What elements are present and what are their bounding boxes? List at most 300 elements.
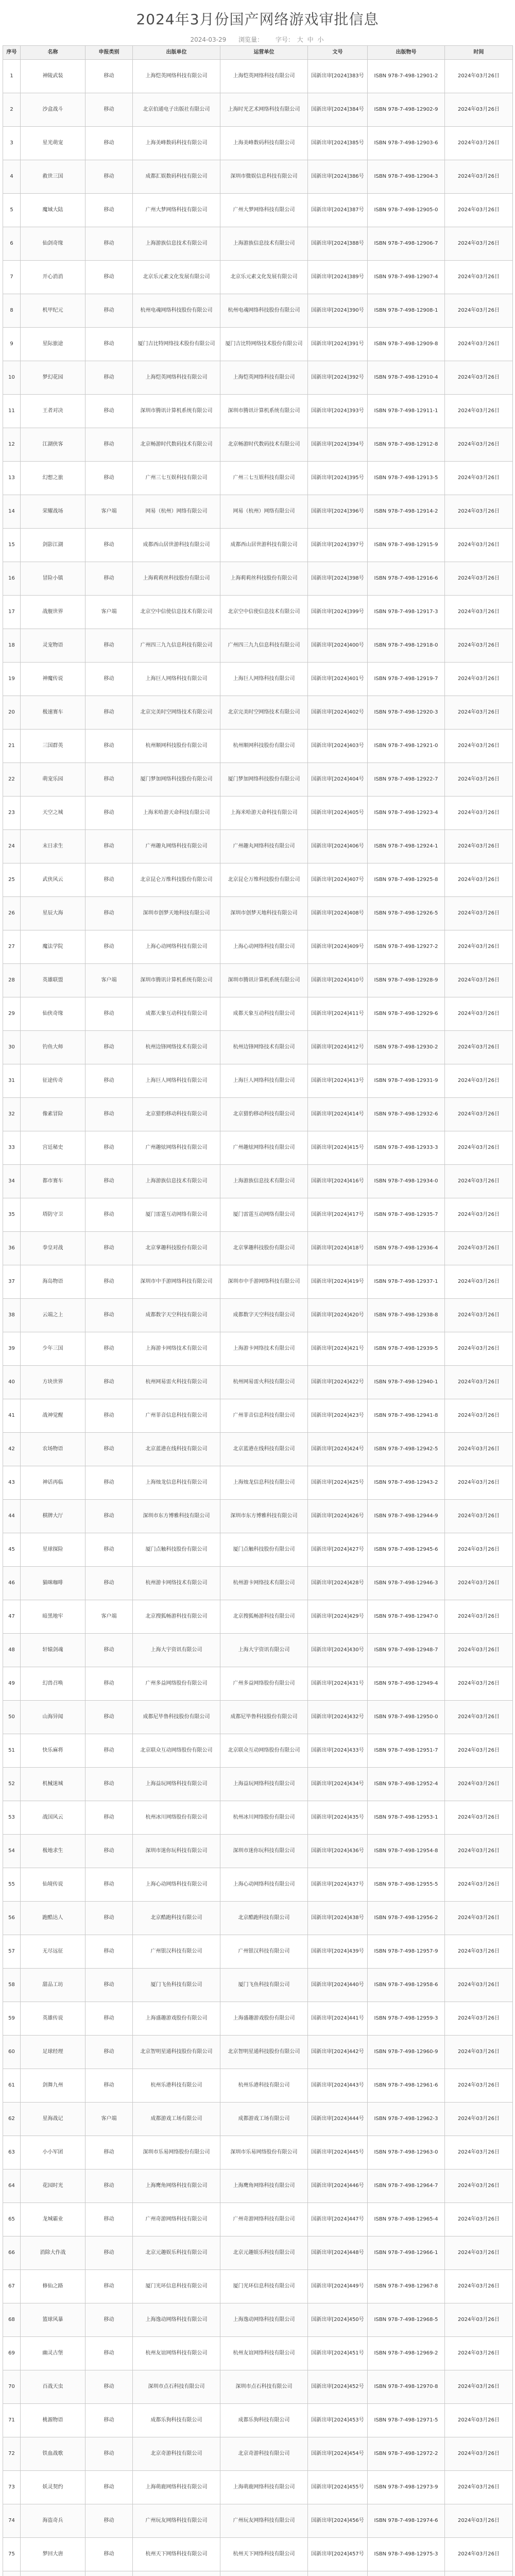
cell-date: 2024年03月26日 [445,1366,513,1399]
cell-date: 2024年03月26日 [445,2303,513,2337]
cell-name: 桃源物语 [21,2404,85,2437]
table-row [3,194,513,227]
cell-operator: 广州玩友网络科技有限公司 [220,2504,308,2538]
cell-approval-no: 国新出审[2024]415号 [308,1131,368,1165]
cell-date: 2024年03月26日 [445,1835,513,1868]
table-row [3,2337,513,2370]
table-row [3,1801,513,1835]
cell-name: 海盗奇兵 [21,2504,85,2538]
cell-category: 移动 [85,2404,133,2437]
cell-operator: 上海大宇资讯有限公司 [220,1634,308,1667]
cell-approval-no: 国新出审[2024]398号 [308,562,368,596]
cell-name: 魔法学院 [21,930,85,964]
cell-approval-no: 国新出审[2024]401号 [308,663,368,696]
cell-name: 云端之上 [21,1299,85,1332]
cell-index: 67 [3,2270,21,2303]
cell-index: 4 [3,160,21,194]
cell-publisher: 厦门雷霆互动网络有限公司 [133,1198,220,1232]
cell-isbn: ISBN 978-7-498-12933-3 [368,1131,445,1165]
cell-name: 都市赛车 [21,1165,85,1198]
font-size-label: 字号： [275,36,294,43]
table-row [3,1667,513,1701]
cell-category: 移动 [85,1433,133,1466]
cell-category: 移动 [85,194,133,227]
column-header: 文号 [308,46,368,60]
cell-approval-no: 国新出审[2024]393号 [308,395,368,428]
cell-index: 10 [3,361,21,395]
cell-date: 2024年03月26日 [445,696,513,730]
cell-publisher: 北京联众互动网络股份有限公司 [133,1734,220,1768]
cell-approval-no: 国新出审[2024]444号 [308,2103,368,2136]
cell-isbn: ISBN 978-7-498-12923-4 [368,796,445,830]
cell-publisher: 上海益玩网络科技有限公司 [133,1768,220,1801]
table-row [3,2103,513,2136]
table-header [3,46,513,60]
cell-category: 移动 [85,428,133,462]
views-label: 浏览量： [238,36,264,43]
cell-publisher: 成都天象互动科技有限公司 [133,997,220,1031]
cell-publisher: 广州趣丸网络科技有限公司 [133,830,220,863]
cell-name: 机械迷城 [21,1768,85,1801]
cell-index: 52 [3,1768,21,1801]
cell-isbn: ISBN 978-7-498-12930-2 [368,1031,445,1064]
cell-date: 2024年03月26日 [445,1265,513,1299]
cell-date: 2024年03月26日 [445,1064,513,1098]
cell-index: 39 [3,1332,21,1366]
cell-operator: 广州趣丸网络科技有限公司 [220,830,308,863]
table-row [3,964,513,997]
table-row [3,596,513,629]
cell-category: 移动 [85,1131,133,1165]
cell-isbn: ISBN 978-7-498-12932-6 [368,1098,445,1131]
table-row [3,1734,513,1768]
cell-publisher: 杭州游卡网络技术有限公司 [133,1567,220,1600]
table-row [3,294,513,328]
cell-date: 2024年03月26日 [445,2002,513,2036]
cell-category: 移动 [85,830,133,863]
cell-date: 2024年03月26日 [445,1600,513,1634]
table-row [3,1299,513,1332]
cell-date: 2024年03月26日 [445,1801,513,1835]
cell-publisher: 北京搜狐畅游科技有限公司 [133,1600,220,1634]
cell-category: 移动 [85,1031,133,1064]
table-row [3,1131,513,1165]
cell-approval-no: 国新出审[2024]416号 [308,1165,368,1198]
cell-name: 跑酷达人 [21,1902,85,1935]
table-body [3,60,513,2576]
cell-isbn: ISBN 978-7-498-12950-0 [368,1701,445,1734]
cell-category: 移动 [85,1265,133,1299]
cell-operator: 广州多益网络股份有限公司 [220,1667,308,1701]
cell-approval-no: 国新出审[2024]408号 [308,897,368,930]
cell-name: 甜品工坊 [21,1969,85,2002]
cell-operator: 上海游族信息技术有限公司 [220,227,308,261]
cell-publisher: 广州奇游网络科技有限公司 [133,2203,220,2236]
cell-operator: 上海逸动网络科技有限公司 [220,2303,308,2337]
cell-isbn: ISBN 978-7-498-12939-5 [368,1332,445,1366]
cell-category: 移动 [85,361,133,395]
cell-operator: 上海烛龙信息科技有限公司 [220,1466,308,1500]
cell-name: 星辰大海 [21,897,85,930]
cell-date: 2024年03月26日 [445,2103,513,2136]
cell-isbn: ISBN 978-7-498-12954-8 [368,1835,445,1868]
cell-isbn: ISBN 978-7-498-12934-0 [368,1165,445,1198]
cell-publisher: 广州趣炫网络科技有限公司 [133,1131,220,1165]
table-row [3,2437,513,2471]
cell-category: 移动 [85,897,133,930]
cell-date: 2024年03月26日 [445,60,513,93]
cell-isbn: ISBN 978-7-498-12963-0 [368,2136,445,2170]
cell-operator: 上海莉莉丝科技股份有限公司 [220,562,308,596]
cell-isbn: ISBN 978-7-498-12922-7 [368,763,445,796]
cell-index: 54 [3,1835,21,1868]
cell-isbn: ISBN 978-7-498-12952-4 [368,1768,445,1801]
cell-name: 铁血战歌 [21,2437,85,2471]
cell-index: 71 [3,2404,21,2437]
table-row [3,1567,513,1600]
cell-index: 75 [3,2538,21,2571]
cell-name: 小小军团 [21,2136,85,2170]
table-row [3,1265,513,1299]
cell-isbn: ISBN 978-7-498-12970-8 [368,2370,445,2404]
column-header: 运营单位 [220,46,308,60]
cell-name: 灵宠物语 [21,629,85,663]
cell-category: 移动 [85,1232,133,1265]
cell-publisher: 北京掌趣科技股份有限公司 [133,1232,220,1265]
cell-category: 移动 [85,2236,133,2270]
cell-isbn: ISBN 978-7-498-12902-9 [368,93,445,127]
font-size-medium[interactable]: 中 [307,36,314,43]
table-row [3,562,513,596]
cell-date: 2024年03月26日 [445,562,513,596]
header-row [3,46,513,60]
cell-operator: 上海心动网络科技有限公司 [220,930,308,964]
cell-approval-no: 国新出审[2024]453号 [308,2404,368,2437]
cell-date: 2024年03月26日 [445,1567,513,1600]
cell-publisher: 广州三七互娱科技有限公司 [133,462,220,495]
cell-publisher: 广州多益网络股份有限公司 [133,1667,220,1701]
cell-date: 2024年03月26日 [445,1768,513,1801]
cell-index: 2 [3,93,21,127]
cell-name: 剑影江湖 [21,529,85,562]
cell-approval-no: 国新出审[2024]446号 [308,2170,368,2203]
cell-isbn: ISBN 978-7-498-12913-5 [368,462,445,495]
cell-approval-no: 国新出审[2024]455号 [308,2471,368,2504]
cell-index: 27 [3,930,21,964]
cell-name: 幻想之旅 [21,462,85,495]
cell-category: 移动 [85,2437,133,2471]
font-size-large[interactable]: 大 [297,36,303,43]
cell-name: 仙侠奇缘 [21,997,85,1031]
cell-publisher: 上海盛趣游戏股份有限公司 [133,2002,220,2036]
cell-name: 农场物语 [21,1433,85,1466]
cell-name: 战舰世界 [21,596,85,629]
cell-index [3,2571,21,2576]
cell-date: 2024年03月26日 [445,1165,513,1198]
table-row [3,997,513,1031]
cell-index: 48 [3,1634,21,1667]
cell-publisher: 深圳市腾讯计算机系统有限公司 [133,395,220,428]
cell-index: 61 [3,2069,21,2103]
cell-name: 荣耀战场 [21,495,85,529]
column-header: 申报类别 [85,46,133,60]
cell-approval-no: 国新出审[2024]437号 [308,1868,368,1902]
cell-approval-no: 国新出审[2024]428号 [308,1567,368,1600]
cell-index: 62 [3,2103,21,2136]
cell-publisher: 深圳市点石科技有限公司 [133,2370,220,2404]
cell-index: 55 [3,1868,21,1902]
cell-name: 妖灵契约 [21,2471,85,2504]
cell-operator: 杭州网易雷火科技有限公司 [220,1366,308,1399]
cell-isbn: ISBN 978-7-498-12926-5 [368,897,445,930]
cell-category: 移动 [85,1399,133,1433]
cell-date: 2024年03月26日 [445,1701,513,1734]
cell-category: 移动 [85,529,133,562]
cell-date: 2024年03月26日 [445,2471,513,2504]
cell-date: 2024年03月26日 [445,1131,513,1165]
cell-category: 移动 [85,1567,133,1600]
cell-approval-no: 国新出审[2024]404号 [308,763,368,796]
cell-isbn: ISBN 978-7-498-12974-6 [368,2504,445,2538]
cell-category: 移动 [85,1198,133,1232]
cell-index: 29 [3,997,21,1031]
cell-isbn: ISBN 978-7-498-12945-6 [368,1533,445,1567]
cell-index: 56 [3,1902,21,1935]
cell-approval-no: 国新出审[2024]384号 [308,93,368,127]
cell-name: 无尽远征 [21,1935,85,1969]
cell-approval-no: 国新出审[2024]395号 [308,462,368,495]
cell-isbn: ISBN 978-7-498-12912-8 [368,428,445,462]
cell-name: 龙城霸业 [21,2203,85,2236]
cell-publisher: 厦门光环信息科技有限公司 [133,2270,220,2303]
cell-isbn: ISBN 978-7-498-12910-4 [368,361,445,395]
cell-publisher: 上海游族信息技术有限公司 [133,1165,220,1198]
cell-isbn: ISBN 978-7-498-12958-6 [368,1969,445,2002]
cell-category: 移动 [85,1734,133,1768]
cell-date: 2024年03月26日 [445,1533,513,1567]
cell-index: 50 [3,1701,21,1734]
cell-operator: 成都天象互动科技有限公司 [220,997,308,1031]
table-row [3,2504,513,2538]
cell-approval-no: 国新出审[2024]447号 [308,2203,368,2236]
cell-date: 2024年03月26日 [445,2036,513,2069]
cell-operator: 成都数字天空科技有限公司 [220,1299,308,1332]
cell-operator: 北京元趣娱乐科技有限公司 [220,2236,308,2270]
cell-isbn: ISBN 978-7-498-12966-1 [368,2236,445,2270]
cell-approval-no: 国新出审[2024]430号 [308,1634,368,1667]
cell-category: 移动 [85,997,133,1031]
cell-approval-no [308,2571,368,2576]
cell-index: 28 [3,964,21,997]
table-row [3,160,513,194]
cell-date: 2024年03月26日 [445,529,513,562]
cell-isbn: ISBN 978-7-498-12916-6 [368,562,445,596]
cell-operator: 北京空中信使信息技术有限公司 [220,596,308,629]
cell-index: 59 [3,2002,21,2036]
cell-date: 2024年03月26日 [445,261,513,294]
cell-date: 2024年03月26日 [445,2370,513,2404]
cell-date: 2024年03月26日 [445,1031,513,1064]
table-row [3,1969,513,2002]
cell-approval-no: 国新出审[2024]420号 [308,1299,368,1332]
cell-category: 移动 [85,2471,133,2504]
cell-name: 极地求生 [21,1835,85,1868]
table-row [3,1165,513,1198]
cell-operator: 北京蓝港在线科技有限公司 [220,1433,308,1466]
cell-name: 萌宠乐园 [21,763,85,796]
cell-publisher: 广州菲音信息科技有限公司 [133,1399,220,1433]
cell-date: 2024年03月26日 [445,1734,513,1768]
column-header: 出版单位 [133,46,220,60]
cell-operator: 上海巨人网络科技有限公司 [220,1064,308,1098]
cell-category: 移动 [85,2002,133,2036]
cell-isbn: ISBN 978-7-498-12960-9 [368,2036,445,2069]
cell-approval-no: 国新出审[2024]390号 [308,294,368,328]
cell-operator: 深圳市东方博雅科技有限公司 [220,1500,308,1533]
cell-isbn: ISBN 978-7-498-12971-5 [368,2404,445,2437]
cell-index: 8 [3,294,21,328]
table-row [3,897,513,930]
cell-date: 2024年03月26日 [445,2538,513,2571]
cell-date: 2024年03月26日 [445,796,513,830]
cell-approval-no: 国新出审[2024]421号 [308,1332,368,1366]
cell-category: 移动 [85,930,133,964]
cell-approval-no: 国新出审[2024]383号 [308,60,368,93]
cell-category: 移动 [85,1466,133,1500]
font-size-small[interactable]: 小 [317,36,324,43]
cell-operator: 杭州乐港科技有限公司 [220,2069,308,2103]
cell-date: 2024年03月26日 [445,1299,513,1332]
cell-name: 钓鱼大师 [21,1031,85,1064]
cell-operator: 北京掌趣科技股份有限公司 [220,1232,308,1265]
table-row [3,2303,513,2337]
cell-operator: 杭州友谊网络科技有限公司 [220,2337,308,2370]
cell-date: 2024年03月26日 [445,897,513,930]
cell-isbn: ISBN 978-7-498-12965-4 [368,2203,445,2236]
cell-category: 移动 [85,1165,133,1198]
cell-date: 2024年03月26日 [445,2437,513,2471]
cell-name: 百战天虫 [21,2370,85,2404]
cell-date: 2024年03月26日 [445,2170,513,2203]
cell-name: 冒险小镇 [21,562,85,596]
cell-date: 2024年03月26日 [445,428,513,462]
cell-category: 移动 [85,796,133,830]
cell-name: 方块世界 [21,1366,85,1399]
cell-name: 梦幻花园 [21,361,85,395]
cell-isbn: ISBN 978-7-498-12935-7 [368,1198,445,1232]
cell-category: 客户端 [85,1600,133,1634]
cell-publisher: 北京空中信使信息技术有限公司 [133,596,220,629]
cell-category: 移动 [85,1366,133,1399]
cell-operator: 厦门光环信息科技有限公司 [220,2270,308,2303]
cell-publisher: 成都尼毕鲁科技股份有限公司 [133,1701,220,1734]
cell-category: 移动 [85,1902,133,1935]
cell-approval-no: 国新出审[2024]423号 [308,1399,368,1433]
page-title: 2024年3月份国产网络游戏审批信息 [136,11,379,28]
table-row [3,2370,513,2404]
cell-operator: 深圳市迷你玩科技有限公司 [220,1835,308,1868]
table-row [3,796,513,830]
cell-operator: 厦门吉比特网络技术股份有限公司 [220,328,308,361]
cell-date: 2024年03月26日 [445,1868,513,1902]
cell-name: 神陵武装 [21,60,85,93]
cell-category: 移动 [85,1868,133,1902]
cell-category: 移动 [85,696,133,730]
table-row [3,2236,513,2270]
cell-isbn: ISBN 978-7-498-12904-3 [368,160,445,194]
cell-approval-no: 国新出审[2024]445号 [308,2136,368,2170]
cell-operator: 成都游戏工场有限公司 [220,2103,308,2136]
cell-isbn: ISBN 978-7-498-12940-1 [368,1366,445,1399]
cell-publisher: 北京酷跑科技有限公司 [133,1902,220,1935]
table-row [3,361,513,395]
cell-isbn: ISBN 978-7-498-12957-9 [368,1935,445,1969]
cell-isbn: ISBN 978-7-498-12928-9 [368,964,445,997]
cell-index: 65 [3,2203,21,2236]
cell-isbn: ISBN 978-7-498-12903-6 [368,127,445,160]
cell-approval-no: 国新出审[2024]454号 [308,2437,368,2471]
table-row [3,227,513,261]
cell-publisher: 上海巨人网络科技有限公司 [133,1064,220,1098]
table-row [3,60,513,93]
cell-publisher: 厦门吉比特网络技术股份有限公司 [133,328,220,361]
cell-name: 天空之城 [21,796,85,830]
cell-approval-no: 国新出审[2024]434号 [308,1768,368,1801]
cell-publisher: 深圳市东方博雅科技有限公司 [133,1500,220,1533]
cell-category: 移动 [85,1835,133,1868]
cell-name: 魔域大陆 [21,194,85,227]
column-header: 名称 [21,46,85,60]
cell-approval-no: 国新出审[2024]433号 [308,1734,368,1768]
table-row [3,93,513,127]
table-row [3,1098,513,1131]
cell-date: 2024年03月26日 [445,663,513,696]
cell-date: 2024年03月26日 [445,830,513,863]
cell-approval-no: 国新出审[2024]399号 [308,596,368,629]
cell-date: 2024年03月26日 [445,462,513,495]
cell-name: 三国群英 [21,730,85,763]
cell-publisher: 上海恺英网络科技有限公司 [133,361,220,395]
cell-approval-no: 国新出审[2024]432号 [308,1701,368,1734]
cell-approval-no: 国新出审[2024]410号 [308,964,368,997]
table-row [3,1366,513,1399]
publish-date: 2024-03-29 [190,36,227,43]
cell-operator: 深圳市创梦天地科技有限公司 [220,897,308,930]
cell-date: 2024年03月26日 [445,1667,513,1701]
cell-approval-no: 国新出审[2024]435号 [308,1801,368,1835]
cell-isbn: ISBN 978-7-498-12953-1 [368,1801,445,1835]
cell-index: 36 [3,1232,21,1265]
cell-index: 57 [3,1935,21,1969]
cell-name: 仙剑奇缘 [21,227,85,261]
table-row [3,2538,513,2571]
cell-index: 51 [3,1734,21,1768]
cell-index: 33 [3,1131,21,1165]
cell-isbn: ISBN 978-7-498-12911-1 [368,395,445,428]
cell-publisher: 广州四三九九信息科技有限公司 [133,629,220,663]
cell-category: 移动 [85,1500,133,1533]
cell-publisher: 上海大宇资讯有限公司 [133,1634,220,1667]
cell-approval-no: 国新出审[2024]452号 [308,2370,368,2404]
cell-name: 消除大作战 [21,2236,85,2270]
cell-index: 45 [3,1533,21,1567]
cell-publisher: 北京元趣娱乐科技有限公司 [133,2236,220,2270]
cell-publisher [133,2571,220,2576]
cell-publisher: 上海莉莉丝科技股份有限公司 [133,562,220,596]
cell-operator: 上海盛趣游戏股份有限公司 [220,2002,308,2036]
cell-operator: 成都尼毕鲁科技股份有限公司 [220,1701,308,1734]
cell-operator: 上海心动网络科技有限公司 [220,1868,308,1902]
